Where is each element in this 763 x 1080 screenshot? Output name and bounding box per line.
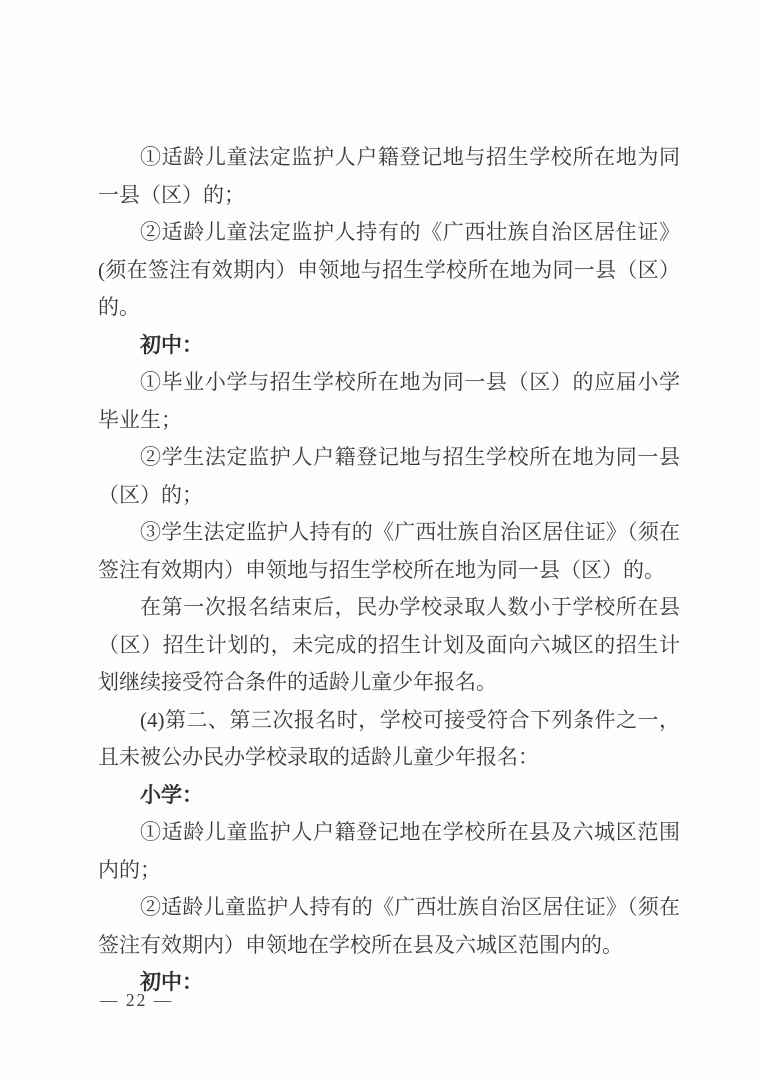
body-paragraph: ①适龄儿童监护人户籍登记地在学校所在县及六城区范围内的； (98, 820, 680, 882)
body-paragraph: ②适龄儿童监护人持有的《广西壮族自治区居住证》（须在签注有效期内）申领地在学校所在县及六城区范围内的。 (98, 895, 680, 957)
body-paragraph: ③学生法定监护人持有的《广西壮族自治区居住证》（须在签注有效期内）申领地与招生学校所在地为同一县（区）的。 (98, 520, 680, 582)
body-paragraph: ①毕业小学与招生学校所在地为同一县（区）的应届小学毕业生； (98, 370, 680, 432)
page-number: — 22 — (100, 990, 174, 1010)
body-paragraph: (4)第二、第三次报名时，学校可接受符合下列条件之一，且未被公办民办学校录取的适龄儿童少年报名： (98, 707, 680, 769)
section-heading: 初中： (140, 970, 203, 994)
document-body (98, 139, 680, 1002)
body-paragraph: ②学生法定监护人户籍登记地与招生学校所在地为同一县（区）的； (98, 445, 680, 507)
body-paragraph: 在第一次报名结束后，民办学校录取人数小于学校所在县（区）招生计划的，未完成的招生计划及面向六城区的招生计划继续接受符合条件的适龄儿童少年报名。 (98, 595, 680, 694)
body-paragraph: ②适龄儿童法定监护人持有的《广西壮族自治区居住证》(须在签注有效期内）申领地与招生学校所在地为同一县（区）的。 (98, 220, 680, 319)
section-heading: 小学： (140, 782, 203, 807)
section-heading: 初中： (140, 332, 203, 357)
body-paragraph: ①适龄儿童法定监护人户籍登记地与招生学校所在地为同一县（区）的； (98, 145, 680, 207)
